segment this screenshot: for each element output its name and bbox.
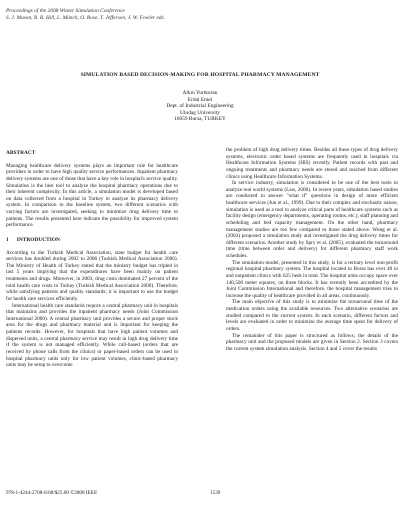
right-paragraph-2: In service industry, simulation is considered to be one of the best tools to analyze real world systems (Law, 2000). In recent years, simulation based studies are conducted to answer "what if" questions in design of more efficient healthcare services (Jun et al., 1999). Due to their complex and stochastic nature, simulation is used as a tool to analyze critical parts of healthcare systems such as facility design (emergency departments, operating rooms, etc.), staff planning and scheduling and bed capacity management. On the other hand, pharmacy management studies are too few compared to those stated above. Wong et al. (2003) proposed a simulation study and investigated the drug delivery times for different scenarios. Another study by Spry et al. (2005), evaluated the turnaround time (time between order and delivery) for different pharmacy staff work schedules. [226,180,398,259]
abstract-heading: ABSTRACT [6,150,36,156]
introduction-heading: 1 INTRODUCTION [6,236,60,243]
right-paragraph-5: The remainder of this paper is structured as follows; the details of the pharmacy unit and the proposed models are given in Section 2. Section 3 covers the current system simulation analysis. Section 4 and 5 cover the results [226,332,398,352]
right-column [226,147,398,352]
author-name-1: Alkın Yurtkuran [182,90,218,96]
author-name-2: Erdal Emel [187,96,213,103]
right-paragraph-3: The simulation model, presented in this study, is for a tertiary level non-profit regional hospital pharmacy system. The hospital located in Bursa has over 40 in and outpatient clinics with 625 beds in total. The hospital units occupy space over 140,500 meter squares, on three blocks. It has recently been accredited by the Joint Commission International and therefore, the hospital management tries to increase the quality of healthcare provided in all areas, continuously. [226,259,398,299]
proceedings-line: Proceedings of the 2008 Winter Simulation Conference [6,8,125,14]
intro-paragraph-2: International health care standards require a central pharmacy unit in hospitals that maintains and provides the inpatient pharmacy needs (Joint Commission International 2000). A central pharmacy unit provides a secure and proper stock area for the drugs and pharmacy material and is important for keeping the patients records. However, for hospitals that have high patient volumes and dispersed units, a central pharmacy service may result in high drug delivery time if the system is not managed efficiently. While call-based (orders that are received by phone calls from the clinics) or paper-based orders can be used in hospital pharmacy units only for low patient volumes, clinic-based pharmacy units may be setup to overcome [6,302,178,369]
right-paragraph-4: The main objective of this study is to minimize the turnaround time of the medication orders using the available resources. Two alternative scenarios are studied compared to the current system. In each scenario, different factors and levels are evaluated in order to minimize the average time spent for delivery of orders. [226,299,398,332]
abstract-text: Managing healthcare delivery systems plays an important role for healthcare providers in order to have high quality service performances. Inpatient pharmacy delivery systems are one of those that have a key role in hospital's service quality. Simulation is the best tool to analyze the hospital pharmacy operations due to their inherent complexity. In this article, a simulation model is developed based on data collected from a hospital in Turkey to analyze its pharmacy delivery system. In comparison to the baseline system, two different scenarios with varying factors are investigated, seeking to minimize drug delivery time to patients. The results presented here indicate the possibility for improved system performance. [6,162,178,229]
right-paragraph-1: the problem of high drug delivery times. Besides all these types of drug delivery systems, electronic order based systems are frequently used in hospitals via Healthcare Information Systems (HIS) recently. Patient records with past and ongoing treatments and pharmacy needs are stored and reached from different clinics using Healthcare Information Systems. [226,147,398,180]
intro-paragraph-1: According to the Turkish Medical Association, state budget for health care services has doubled during 2002 to 2006 (Turkish Medical Association 2006). The Ministry of Health of Turkey stated that the ministry budget has tripled in last 5 years implying that the expenditures have been mainly on patient treatments and drugs. Moreover, in 2003, drug costs dominated 27 percent of the total health care costs in Turkey (Turkish Medical Association 2006). Therefore, while satisfying patients and quality standards; it is important to use the budget for health care services efficiently. [6,249,178,302]
author-university: Uludag University [180,109,220,116]
page-number: 1539 [210,490,221,496]
paper-title: SIMULATION BASED DECISION-MAKING FOR HOSPITAL PHARMACY MANAGEMENT [80,72,320,78]
author-department: Dept. of Industrial Engineering [166,103,234,110]
isbn-footer: 978-1-4244-2708-6/08/$25.00 ©2008 IEEE [6,490,98,496]
proceedings-header [6,8,165,22]
author-block [0,90,400,123]
author-city: 16059 Bursa, TURKEY [174,116,226,123]
editors-line: S. J. Mason, R. R. Hill, L. Mönch, O. Rose, T. Jefferson, J. W. Fowler eds. [6,15,166,21]
left-column [6,150,178,369]
